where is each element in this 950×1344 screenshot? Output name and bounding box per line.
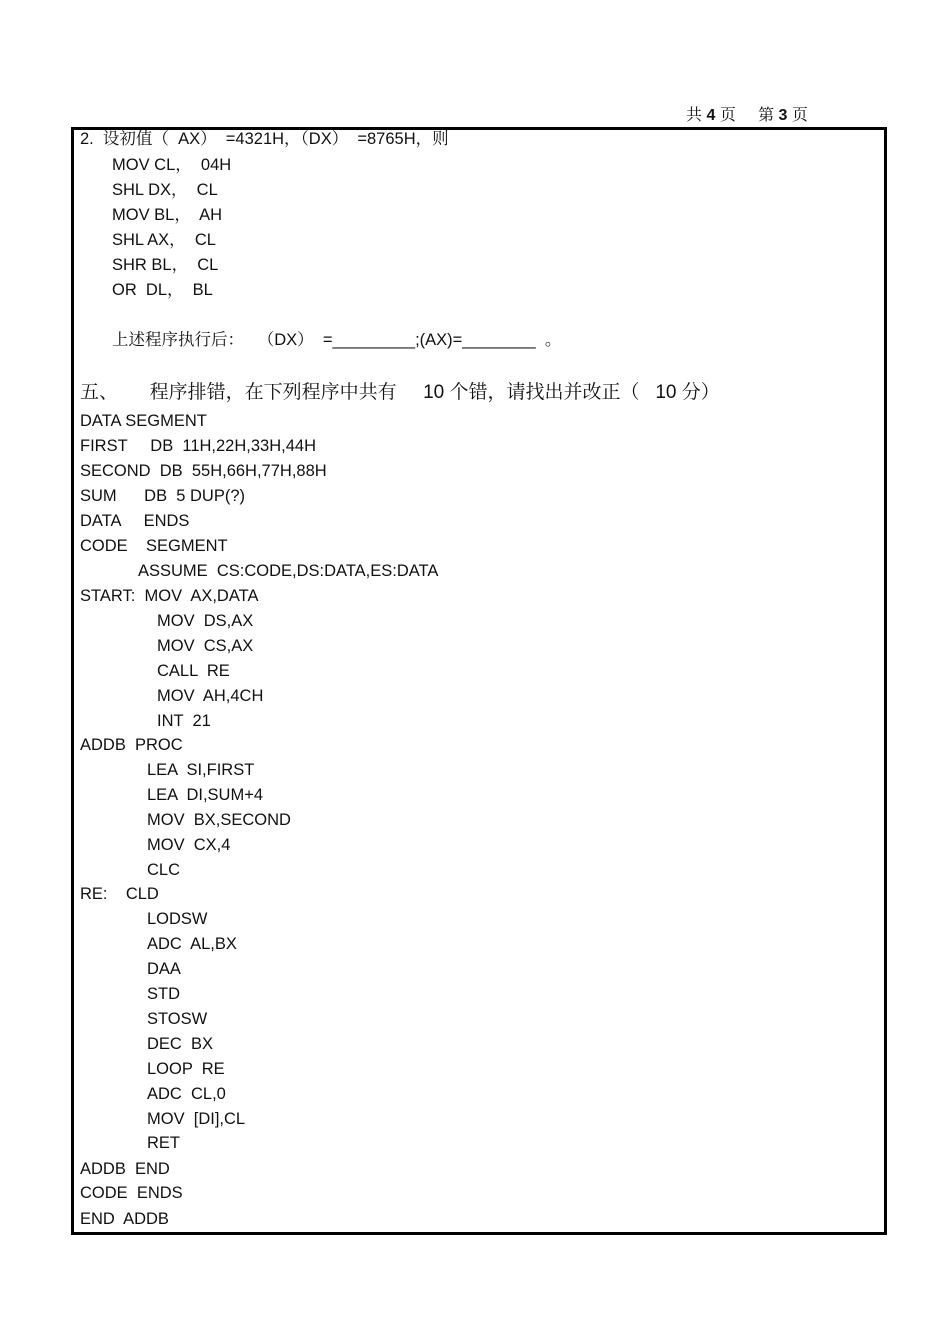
q2-question: 上述程序执行后： （DX） =_________;(AX)=________ 。 [112,331,562,349]
q2-code-line: OR DL， BL [112,281,213,299]
code-line: DATA ENDS [80,512,190,530]
q2-code-line: SHL AX， CL [112,231,216,249]
code-line: START: MOV AX,DATA [80,587,259,605]
section5-title: 五、 程序排错，在下列程序中共有 10 个错，请找出并改正（ 10 分） [80,382,720,403]
code-line: ASSUME CS:CODE,DS:DATA,ES:DATA [138,562,439,580]
code-line: INT 21 [157,712,211,730]
page-word: 页 [719,107,736,124]
code-line: CODE SEGMENT [80,537,228,555]
code-line: SECOND DB 55H,66H,77H,88H [80,462,327,480]
code-line: LEA DI,SUM+4 [147,786,264,804]
code-line: LEA SI,FIRST [147,761,255,779]
code-line: FIRST DB 11H,22H,33H,44H [80,437,316,455]
code-line: DATA SEGMENT [80,412,207,430]
code-line: STOSW [147,1010,208,1028]
code-line: MOV CX,4 [147,836,231,854]
total-prefix: 共 [686,107,703,124]
code-line: END ADDB [80,1210,169,1228]
q2-code-line: MOV CL， 04H [112,156,232,174]
code-line: DAA [147,960,181,978]
total-pages: 4 [706,107,716,124]
page-word: 页 [791,107,808,124]
code-line: SUM DB 5 DUP(?) [80,487,246,505]
q2-code-line: SHR BL， CL [112,256,219,274]
current-page: 3 [778,107,788,124]
code-line: MOV [DI],CL [147,1110,246,1128]
code-line: CLC [147,861,181,879]
q2-code-line: MOV BL， AH [112,206,223,224]
code-line: STD [147,985,180,1003]
code-line: MOV CS,AX [157,637,254,655]
code-line: ADC CL,0 [147,1085,226,1103]
q2-code-line: SHL DX， CL [112,181,218,199]
page-header [686,102,886,125]
code-line: MOV DS,AX [157,612,254,630]
code-line: CODE ENDS [80,1184,183,1202]
code-line: DEC BX [147,1035,214,1053]
code-line: ADC AL,BX [147,935,237,953]
code-line: MOV AH,4CH [157,687,264,705]
current-prefix: 第 [758,107,775,124]
code-line: ADDB END [80,1160,170,1178]
code-line: CALL RE [157,662,230,680]
code-line: LOOP RE [147,1060,225,1078]
code-line: MOV BX,SECOND [147,811,291,829]
code-line: RE: CLD [80,885,159,903]
code-line: ADDB PROC [80,736,183,754]
code-line: RET [147,1134,180,1152]
code-line: LODSW [147,910,208,928]
q2-intro: 2. 设初值（ AX） =4321H，（DX） =8765H，则 [80,130,449,148]
